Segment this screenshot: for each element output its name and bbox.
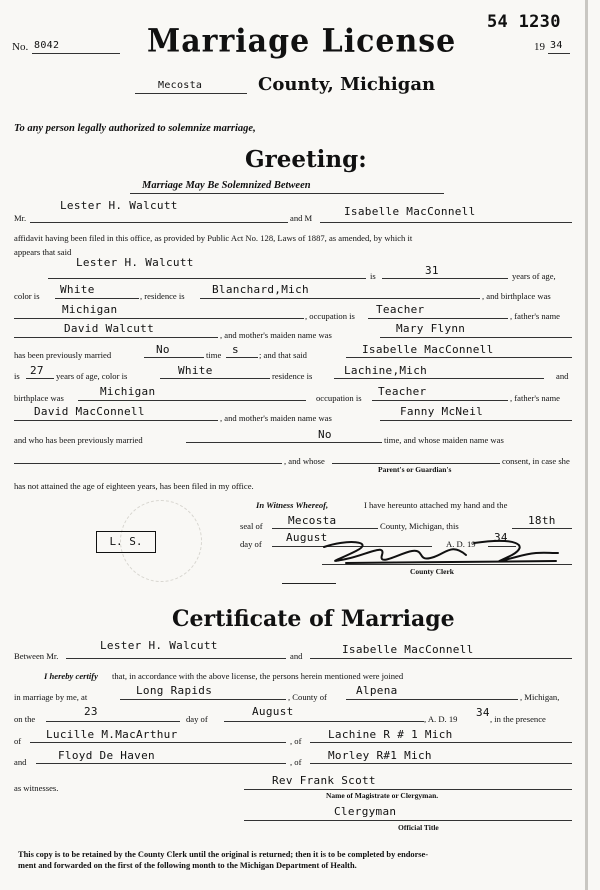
groom-residence: Blanchard,Mich xyxy=(212,283,309,296)
groom-mother: Mary Flynn xyxy=(396,322,466,335)
may-be-solemnized: Marriage May Be Solemnized Between xyxy=(142,180,311,191)
witness2-name: Floyd De Haven xyxy=(58,749,155,762)
occupation-is-label-2: occupation is xyxy=(316,393,362,403)
of-label: of xyxy=(14,736,22,746)
officiant-name: Rev Frank Scott xyxy=(272,774,376,787)
footer-line-2: ment and forwarded on the first of the following month to the Michigan Department of Health. xyxy=(18,861,357,870)
groom-father: David Walcutt xyxy=(64,322,154,335)
on-the-label: on the xyxy=(14,714,36,724)
and-whose-label: , and whose xyxy=(284,456,325,466)
is-label-2: is xyxy=(14,371,20,381)
bride-age: 27 xyxy=(30,364,44,377)
groom-name-2: Lester H. Walcutt xyxy=(76,256,194,269)
years-color-label: years of age, color is xyxy=(56,371,128,381)
groom-color: White xyxy=(60,283,95,296)
prev-married-label: has been previously married xyxy=(14,350,112,360)
in-witness-label: In Witness Whereof, xyxy=(256,500,329,510)
mothers-maiden-label-2: , and mother's maiden name was xyxy=(220,413,332,423)
groom-age: 31 xyxy=(425,264,439,277)
time-label: time xyxy=(206,350,222,360)
cert-day: 23 xyxy=(84,705,98,718)
birthplace-was-label: , and birthplace was xyxy=(482,291,551,301)
witness1-address: Lachine R # 1 Mich xyxy=(328,728,453,741)
of-label-2: , of xyxy=(290,736,302,746)
bride-prev-married: No xyxy=(318,428,332,441)
attached-text: I have hereunto attached my hand and the xyxy=(364,500,508,510)
witness-day: 18th xyxy=(528,514,556,527)
county-mich-label: County, Michigan, this xyxy=(380,521,459,531)
stamp-number: 54 1230 xyxy=(487,12,561,32)
witness1-name: Lucille M.MacArthur xyxy=(46,728,178,741)
color-is-label: color is xyxy=(14,291,40,301)
in-marriage-label: in marriage by me, at xyxy=(14,692,88,702)
consent-label: consent, in case she xyxy=(502,456,570,466)
cert-and-label: and xyxy=(290,651,303,661)
witness-year: 34 xyxy=(494,531,508,544)
certify-label: I hereby certify xyxy=(44,671,98,681)
and-m-label: and M xyxy=(290,213,313,223)
license-no-label: No. xyxy=(12,41,29,53)
official-title-value: Clergyman xyxy=(334,805,397,818)
mr-label: Mr. xyxy=(14,213,27,223)
cert-ad-label: , A. D. 19 xyxy=(424,714,458,724)
scan-edge xyxy=(585,0,588,890)
year-suffix: 34 xyxy=(550,40,563,51)
license-no-value: 8042 xyxy=(34,40,60,51)
witness-county: Mecosta xyxy=(288,514,337,527)
cert-month: August xyxy=(252,705,294,718)
bride-occupation: Teacher xyxy=(378,385,427,398)
birthplace-was-label-2: birthplace was xyxy=(14,393,64,403)
page-title: Marriage License xyxy=(147,23,457,60)
officiant-label: Name of Magistrate or Clergyman. xyxy=(326,791,439,800)
appears-text: appears that said xyxy=(14,247,72,257)
groom-prev-married: No xyxy=(156,343,170,356)
ls-seal-box: L. S. xyxy=(96,531,156,553)
greeting: Greeting: xyxy=(245,146,367,173)
cert-bride: Isabelle MacConnell xyxy=(342,643,474,656)
not-attained-text: has not attained the age of eighteen years, has been filed in my office. xyxy=(14,481,254,491)
county-clerk-label: County Clerk xyxy=(410,567,454,576)
and-that-said-label: ; and that said xyxy=(259,350,307,360)
certificate-title: Certificate of Marriage xyxy=(172,606,455,632)
bride-name-2: Isabelle MacConnell xyxy=(362,343,494,356)
bride-name: Isabelle MacConnell xyxy=(344,205,476,218)
michigan-label: , Michigan, xyxy=(520,692,560,702)
year-prefix: 19 xyxy=(534,41,545,53)
bride-father: David MacConnell xyxy=(34,405,145,418)
is-label: is xyxy=(370,271,376,281)
mothers-maiden-label: , and mother's maiden name was xyxy=(220,330,332,340)
cert-year: 34 xyxy=(476,706,490,719)
occupation-is-label: , occupation is xyxy=(305,311,355,321)
cert-place: Long Rapids xyxy=(136,684,213,697)
witness2-address: Morley R#1 Mich xyxy=(328,749,432,762)
cert-groom: Lester H. Walcutt xyxy=(100,639,218,652)
groom-occupation: Teacher xyxy=(376,303,425,316)
cert-county: Alpena xyxy=(356,684,398,697)
residence-is-label: , residence is xyxy=(140,291,185,301)
footer-line-1: This copy is to be retained by the County Clerk until the original is returned; then it is to be completed by endorse- xyxy=(18,850,429,859)
guardian-label: Parent's or Guardian's xyxy=(378,465,452,474)
residence-is-label-2: residence is xyxy=(272,371,313,381)
presence-label: , in the presence xyxy=(490,714,546,724)
affidavit-text: affidavit having been filed in this office, as provided by Public Act No. 128, Laws of 1887, as amended, by which it xyxy=(14,233,413,243)
who-prev-married-label: and who has been previously married xyxy=(14,435,143,445)
groom-time: s xyxy=(232,343,239,356)
as-witnesses-label: as witnesses. xyxy=(14,783,59,793)
bride-residence: Lachine,Mich xyxy=(344,364,428,377)
day-of-label: day of xyxy=(240,539,262,549)
and-label: and xyxy=(556,371,569,381)
years-of-age: years of age, xyxy=(512,271,556,281)
fathers-name-label: , father's name xyxy=(510,311,560,321)
bride-mother: Fanny McNeil xyxy=(400,405,484,418)
groom-name: Lester H. Walcutt xyxy=(60,199,178,212)
county-value: Mecosta xyxy=(158,80,203,91)
groom-birthplace: Michigan xyxy=(62,303,118,316)
fathers-name-label-2: , father's name xyxy=(510,393,560,403)
certify-text: that, in accordance with the above license, the persons herein mentioned were joined xyxy=(112,671,404,681)
of-label-3: , of xyxy=(290,757,302,767)
cert-day-of-label: day of xyxy=(186,714,208,724)
bride-color: White xyxy=(178,364,213,377)
county-label: County, Michigan xyxy=(258,74,436,95)
time-whose-label: time, and whose maiden name was xyxy=(384,435,504,445)
and-label-2: and xyxy=(14,757,27,767)
county-of-label: , County of xyxy=(288,692,327,702)
witness-month: August xyxy=(286,531,328,544)
bride-birthplace: Michigan xyxy=(100,385,156,398)
ad-label: A. D. 19 xyxy=(446,539,476,549)
seal-of-label: seal of xyxy=(240,521,263,531)
between-label: Between Mr. xyxy=(14,651,59,661)
salutation: To any person legally authorized to solemnize marriage, xyxy=(14,123,256,134)
official-title-label: Official Title xyxy=(398,823,439,832)
